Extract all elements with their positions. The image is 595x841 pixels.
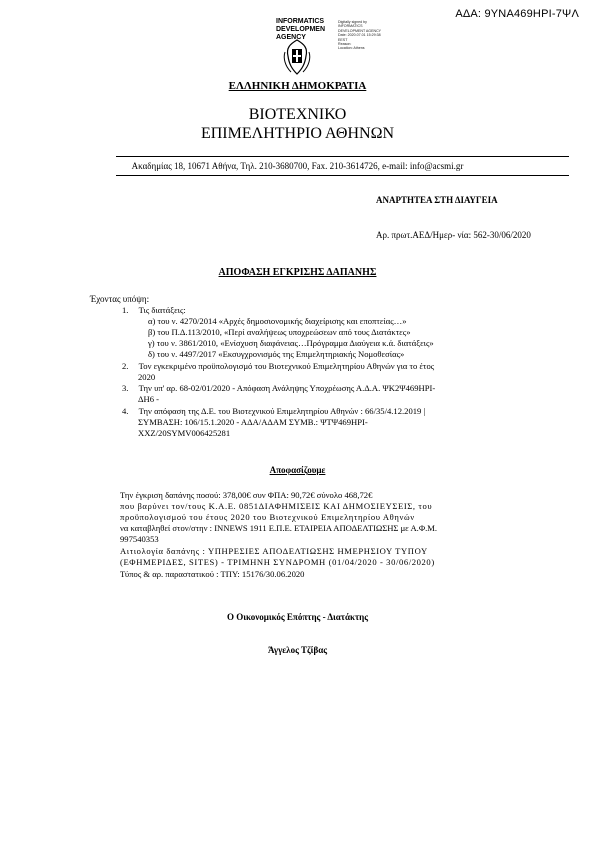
digital-signature-details bbox=[338, 20, 398, 51]
signatory-role: Ο Οικονομικός Επόπτης - Διατάκτης bbox=[226, 612, 369, 622]
logo-line: INFORMATICS bbox=[276, 18, 325, 25]
signature-detail-line: Location: Athens bbox=[338, 46, 365, 51]
item-text: Τον εγκεκριμένο προϋπολογισμό του Βιοτεχνικού Επιμελητηρίου Αθηνών για το έτος bbox=[138, 361, 435, 371]
item-number: 1. bbox=[122, 305, 129, 315]
signature-detail-line: Date: 2020.07.01 15:29:38 bbox=[338, 33, 381, 38]
sub-item: δ) του ν. 4497/2017 «Εκσυγχρονισμός της Επιμελητηριακής Νομοθεσίας» bbox=[148, 349, 405, 359]
list-item bbox=[122, 383, 435, 394]
sub-item: γ) του ν. 3861/2010, «Ενίσχυση διαφάνειας…Πρόγραμμα Διαύγεια κ.ά. διατάξεις» bbox=[148, 338, 434, 348]
item-number: 4. bbox=[122, 406, 129, 416]
organization-name-line2: ΕΠΙΜΕΛΗΤΗΡΙΟ ΑΘΗΝΩΝ bbox=[200, 125, 395, 142]
signature-detail-line: DEVELOPMENT AGENCY bbox=[338, 28, 382, 33]
approval-line: Τύπος & αρ. παραστατικού : ΤΠΥ: 15176/30.06.2020 bbox=[120, 569, 305, 579]
list-item bbox=[122, 305, 186, 316]
logo-line: DEVELOPMEN bbox=[276, 26, 326, 33]
item-text-continued: ΧΧΖ/20SYMV006425281 bbox=[138, 428, 231, 438]
item-text: Τις διατάξεις: bbox=[138, 305, 186, 315]
signature-detail-line: Reason: bbox=[338, 42, 352, 47]
bottom-divider bbox=[116, 175, 569, 176]
ada-code: ΑΔΑ: 9ΥΝΑ469ΗΡΙ-7ΨΛ bbox=[455, 8, 579, 20]
list-item bbox=[122, 406, 425, 417]
having-in-view-label: Έχοντας υπόψη: bbox=[90, 294, 150, 304]
item-text-continued: ΔΗ6 - bbox=[138, 394, 160, 404]
item-text: Την απόφαση της Δ.Ε. του Βιοτεχνικού Επιμελητηρίου Αθηνών : 66/35/4.12.2019 | bbox=[138, 406, 426, 416]
item-text-continued: ΣΥΜΒΑΣΗ: 106/15.1.2020 - ΑΔΑ/ΑΔΑΜ ΣΥΜΒ.: ΨΤΨ469ΗΡΙ- bbox=[138, 417, 368, 427]
sub-item: β) του Π.Δ.113/2010, «Περί αναλήψεως υποχρεώσεων από τους Διατάκτες» bbox=[148, 327, 411, 337]
item-text-continued: 2020 bbox=[138, 372, 156, 382]
logo-line: AGENCY bbox=[276, 34, 306, 41]
organization-name-line1: ΒΙΟΤΕΧΝΙΚΟ bbox=[248, 106, 347, 123]
item-text: Την υπ' αρ. 68-02/01/2020 - Απόφαση Ανάληψης Υποχρέωσης Α.Δ.Α. ΨΚ2Ψ469ΗΡΙ- bbox=[138, 383, 436, 393]
protocol-number: Αρ. πρωτ.ΑΕΔ/Ημερ- νία: 562-30/06/2020 bbox=[376, 230, 531, 240]
greek-emblem-icon bbox=[282, 38, 312, 76]
signature-detail-line: INFORMATICS bbox=[338, 24, 363, 29]
approval-line: να καταβληθεί στον/στην : INNEWS 1911 Ε.Π.Ε. ΕΤΑΙΡΕΙΑ ΑΠΟΔΕΛΤΙΩΣΗΣ με Α.Φ.Μ. bbox=[120, 523, 438, 533]
approval-line: (ΕΦΗΜΕΡΙΔΕΣ, SITES) - ΤΡΙΜΗΝΗ ΣΥΝΔΡΟΜΗ (01/04/2020 - 30/06/2020) bbox=[120, 557, 435, 567]
sub-item: α) του ν. 4270/2014 «Αρχές δημοσιονομικής διαχείρισης και εποπτείας…» bbox=[148, 316, 407, 326]
approval-line: Αιτιολογία δαπάνης : ΥΠΗΡΕΣΙΕΣ ΑΠΟΔΕΛΤΙΩΣΗΣ ΗΜΕΡΗΣΙΟΥ ΤΥΠΟΥ bbox=[120, 546, 428, 556]
signatory-name: Άγγελος Τζίβας bbox=[267, 645, 328, 655]
list-item bbox=[122, 361, 434, 372]
decide-heading: Αποφασίζουμε bbox=[269, 465, 326, 475]
approval-line: 997540353 bbox=[120, 534, 159, 544]
address-line: Ακαδημίας 18, 10671 Αθήνα, Τηλ. 210-3680700, Fax. 210-3614726, e-mail: info@acsmi.gr bbox=[131, 161, 464, 171]
decision-title: ΑΠΟΦΑΣΗ ΕΓΚΡΙΣΗΣ ΔΑΠΑΝΗΣ bbox=[218, 267, 377, 278]
item-number: 3. bbox=[122, 383, 129, 393]
signature-detail-line: Digitally signed by bbox=[338, 20, 367, 24]
top-divider bbox=[116, 156, 569, 157]
republic-heading: ΕΛΛΗΝΙΚΗ ΔΗΜΟΚΡΑΤΙΑ bbox=[228, 80, 367, 92]
approval-line: προϋπολογισμού του έτους 2020 του Βιοτεχνικού Επιμελητηρίου Αθηνών bbox=[120, 512, 415, 522]
signature-detail-line: EEST bbox=[338, 37, 348, 42]
approval-line: Την έγκριση δαπάνης ποσού: 378,00€ συν ΦΠΑ: 90,72€ σύνολο 468,72€ bbox=[120, 490, 373, 500]
item-number: 2. bbox=[122, 361, 129, 371]
approval-line: που βαρύνει τον/τους Κ.Α.Ε. 0851ΔΙΑΦΗΜΙΣΕΙΣ ΚΑΙ ΔΗΜΟΣΙΕΥΣΕΙΣ, του bbox=[120, 501, 433, 511]
diavgeia-posting-note: ΑΝΑΡΤΗΤΕΑ ΣΤΗ ΔΙΑΥΓΕΙΑ bbox=[376, 195, 498, 205]
